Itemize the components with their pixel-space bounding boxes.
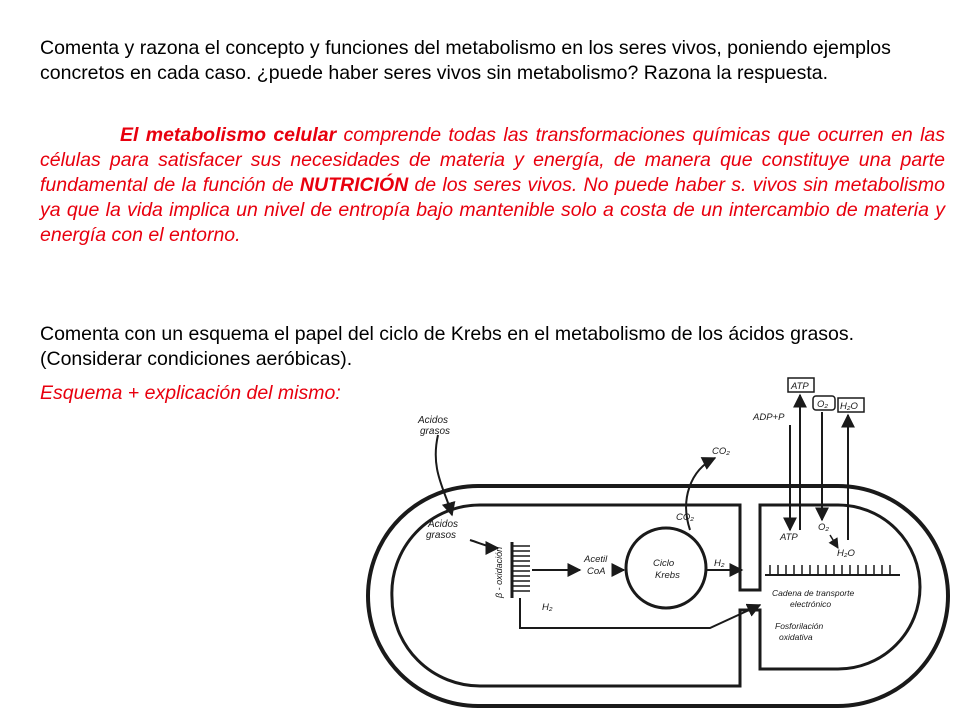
answer-1-lead: El metabolismo celular	[120, 124, 337, 146]
label-h2o-box: H₂O	[840, 401, 858, 412]
arrow-fatty-acids-in	[436, 435, 452, 515]
arrow-to-beta	[470, 540, 498, 548]
label-o2-inner: O₂	[818, 522, 830, 533]
label-cadena-2: electrónico	[790, 599, 832, 609]
label-acidos-grasos-inner-2: grasos	[426, 530, 457, 541]
arrow-h2-bottom	[520, 598, 760, 628]
label-h2-bottom: H₂	[542, 602, 553, 613]
mitochondria-diagram	[365, 372, 960, 720]
answer-1	[40, 123, 945, 248]
beta-comb-teeth	[512, 546, 530, 591]
label-acidos-grasos-outer-2: grasos	[420, 426, 451, 437]
label-acidos-grasos-outer-1: Acidos	[418, 415, 449, 426]
label-o2-box: O₂	[817, 399, 829, 410]
label-acidos-grasos-inner-1: Acidos	[428, 519, 459, 530]
electron-chain-ticks	[770, 565, 890, 575]
label-h2-center: H₂	[714, 558, 725, 569]
label-co2-top: CO₂	[712, 446, 730, 457]
arrow-o2-to-h2o	[830, 535, 838, 548]
label-h2o-inner: H₂O	[837, 548, 855, 559]
answer-1-keyword: NUTRICIÓN	[299, 174, 409, 196]
label-beta-oxidacion: β - oxidación	[494, 546, 504, 598]
label-atp-inner: ATP	[780, 532, 798, 543]
label-krebs: Krebs	[655, 570, 680, 581]
label-acetil: Acetil	[584, 554, 608, 565]
answer-1-part1: comprende todas las transformaciones químicas que ocurren en las células para satisfacer sus necesidades de materia y energía, de manera que constituye una parte fundamental de la función de	[40, 124, 945, 196]
question-2: Comenta con un esquema el papel del ciclo de Krebs en el metabolismo de los ácidos grasos. (Considerar condiciones aeróbicas).	[40, 323, 855, 370]
label-co2-inner: CO₂	[676, 512, 694, 523]
label-ciclo: Ciclo	[653, 558, 675, 569]
label-coa: CoA	[587, 566, 606, 577]
answer-2: Esquema + explicación del mismo:	[40, 382, 341, 404]
answer-1-part2: de los seres vivos. No puede haber s. vivos sin metabolismo ya que la vida implica un nivel de entropía bajo mantenible solo a costa de un intercambio de materia y energía con el entorno.	[40, 174, 945, 246]
label-atp-box: ATP	[791, 381, 809, 392]
question-1: Comenta y razona el concepto y funciones del metabolismo en los seres vivos, poniendo ejemplos concretos en cada caso. ¿puede haber seres vivos sin metabolismo? Razona la respuesta.	[40, 37, 891, 84]
label-adp-p: ADP+P	[753, 412, 785, 423]
label-cadena-1: Cadena de transporte	[772, 588, 855, 598]
label-fosforilacion-1: Fosforilación	[775, 621, 824, 631]
label-fosforilacion-2: oxidativa	[779, 632, 813, 642]
